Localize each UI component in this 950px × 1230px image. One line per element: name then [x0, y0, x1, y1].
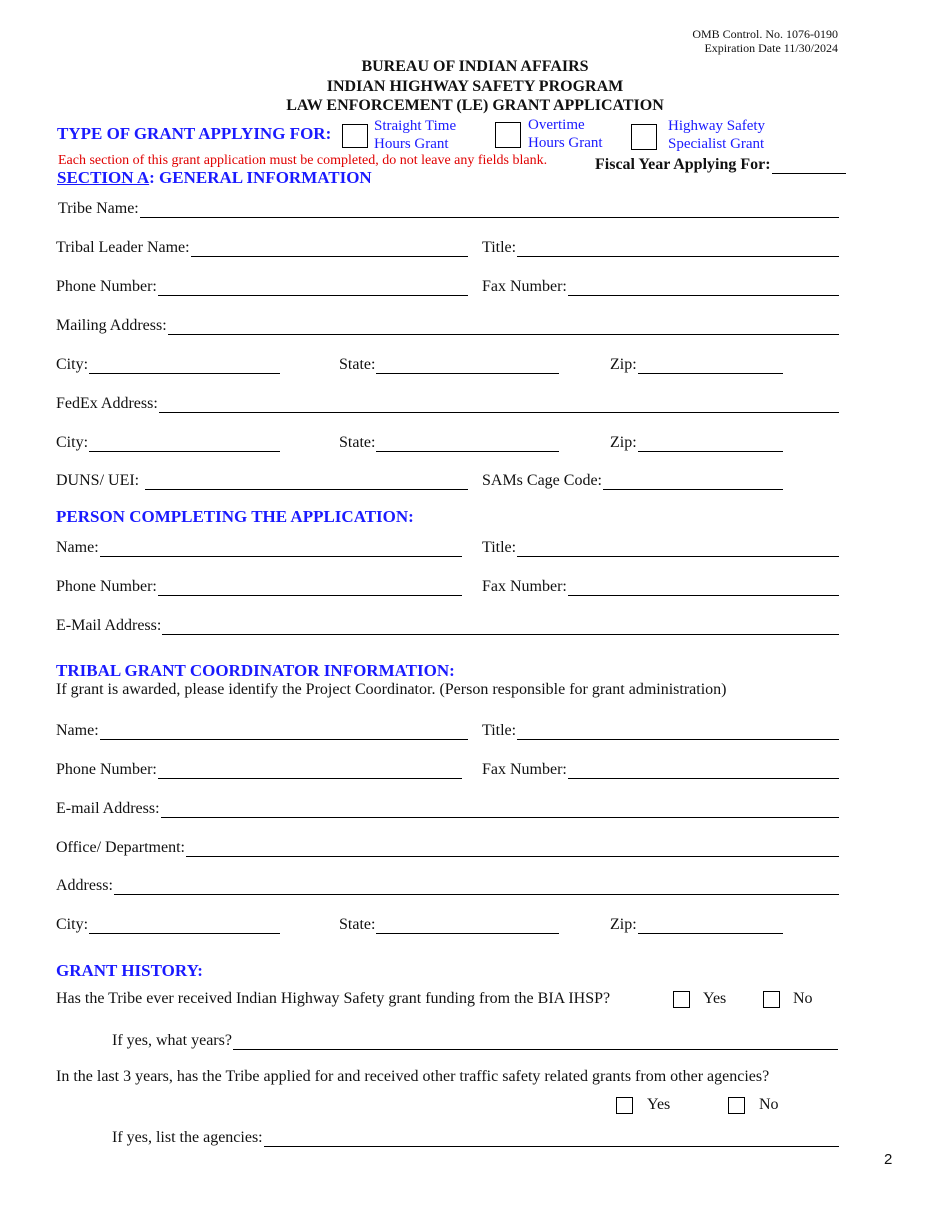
sams-cage-code-field[interactable]: [482, 468, 783, 490]
coordinator-state-input[interactable]: [376, 916, 559, 934]
completer-title-label: Title:: [482, 539, 517, 556]
coordinator-city-input[interactable]: [89, 916, 280, 934]
highway-safety-specialist-checkbox[interactable]: [631, 124, 657, 150]
q2-yes-label: Yes: [647, 1096, 671, 1113]
coordinator-zip-field[interactable]: [610, 912, 783, 934]
mailing-state-label: State:: [339, 356, 376, 373]
coordinator-title-field[interactable]: [482, 718, 839, 740]
coordinator-zip-input[interactable]: [638, 916, 783, 934]
agencies-input[interactable]: [264, 1129, 839, 1147]
coordinator-phone-field[interactable]: [56, 757, 462, 779]
completer-email-label: E-Mail Address:: [56, 617, 162, 634]
q1-yes-checkbox[interactable]: [673, 991, 690, 1008]
mailing-address-field[interactable]: [56, 313, 839, 335]
mailing-zip-input[interactable]: [638, 356, 783, 374]
coordinator-fax-field[interactable]: [482, 757, 839, 779]
coordinator-email-label: E-mail Address:: [56, 800, 160, 817]
coordinator-address-label: Address:: [56, 877, 113, 894]
agencies-label: If yes, list the agencies:: [112, 1129, 263, 1146]
coordinator-fax-label: Fax Number:: [482, 761, 567, 778]
duns-uei-field[interactable]: [56, 468, 468, 490]
duns-uei-label: DUNS/ UEI:: [56, 472, 140, 489]
fedex-city-field[interactable]: [56, 430, 280, 452]
grant-type-label: TYPE OF GRANT APPLYING FOR:: [57, 124, 332, 143]
straight-time-option-label: [374, 117, 456, 153]
coordinator-fax-input[interactable]: [568, 761, 839, 779]
fedex-state-field[interactable]: [339, 430, 559, 452]
coordinator-phone-label: Phone Number:: [56, 761, 157, 778]
tribal-leader-name-input[interactable]: [191, 239, 468, 257]
section-a-prefix: SECTION A: [57, 168, 150, 187]
duns-uei-input[interactable]: [145, 472, 468, 490]
fedex-state-label: State:: [339, 434, 376, 451]
fedex-city-label: City:: [56, 434, 89, 451]
highway-safety-line2: Specialist Grant: [668, 136, 765, 152]
funding-years-label: If yes, what years?: [112, 1032, 232, 1049]
omb-block: [692, 27, 838, 55]
coordinator-office-input[interactable]: [186, 839, 839, 857]
completer-email-field[interactable]: [56, 613, 839, 635]
tribal-leader-name-label: Tribal Leader Name:: [56, 239, 190, 256]
coordinator-office-field[interactable]: [56, 835, 839, 857]
phone-number-label: Phone Number:: [56, 278, 157, 295]
q1-no-checkbox[interactable]: [763, 991, 780, 1008]
sams-cage-code-input[interactable]: [603, 472, 783, 490]
coordinator-city-label: City:: [56, 916, 89, 933]
highway-safety-line1: Highway Safety: [668, 118, 766, 134]
q1-yes-label: Yes: [703, 990, 727, 1007]
completer-fax-input[interactable]: [568, 578, 839, 596]
q2-no-checkbox[interactable]: [728, 1097, 745, 1114]
tribal-leader-title-label: Title:: [482, 239, 517, 256]
overtime-checkbox[interactable]: [495, 122, 521, 148]
tribal-leader-title-field[interactable]: [482, 235, 839, 257]
mailing-city-label: City:: [56, 356, 89, 373]
tribe-name-input[interactable]: [140, 200, 839, 218]
person-completing-heading: PERSON COMPLETING THE APPLICATION:: [56, 507, 414, 526]
coordinator-address-field[interactable]: [56, 873, 839, 895]
grant-history-heading: GRANT HISTORY:: [56, 961, 203, 980]
page-number: 2: [884, 1151, 893, 1168]
tribal-leader-title-input[interactable]: [517, 239, 839, 257]
completer-name-field[interactable]: [56, 535, 462, 557]
q2-yes-checkbox[interactable]: [616, 1097, 633, 1114]
mailing-zip-label: Zip:: [610, 356, 637, 373]
coordinator-state-label: State:: [339, 916, 376, 933]
grant-history-question1: Has the Tribe ever received Indian Highway Safety grant funding from the BIA IHSP?: [56, 990, 611, 1007]
fedex-address-label: FedEx Address:: [56, 395, 158, 412]
fiscal-year-field[interactable]: [595, 152, 846, 174]
tribe-name-label: Tribe Name:: [58, 200, 139, 217]
mailing-state-input[interactable]: [376, 356, 559, 374]
highway-safety-option-label: [668, 117, 765, 153]
phone-number-input[interactable]: [158, 278, 468, 296]
tribe-name-field[interactable]: [58, 196, 839, 218]
completer-phone-input[interactable]: [158, 578, 462, 596]
completer-title-input[interactable]: [517, 539, 839, 557]
sams-cage-code-label: SAMs Cage Code:: [482, 472, 602, 489]
completer-fax-field[interactable]: [482, 574, 839, 596]
section-a-suffix: : GENERAL INFORMATION: [149, 168, 372, 187]
coordinator-zip-label: Zip:: [610, 916, 637, 933]
title-program: INDIAN HIGHWAY SAFETY PROGRAM: [326, 77, 624, 95]
mailing-zip-field[interactable]: [610, 352, 783, 374]
fax-number-label: Fax Number:: [482, 278, 567, 295]
q2-no-label: No: [759, 1096, 779, 1113]
overtime-line2: Hours Grant: [528, 135, 603, 151]
expiration-date: Expiration Date 11/30/2024: [704, 41, 838, 55]
coordinator-state-field[interactable]: [339, 912, 559, 934]
fiscal-year-input-line[interactable]: [772, 156, 846, 174]
mailing-address-label: Mailing Address:: [56, 317, 167, 334]
tribal-leader-name-field[interactable]: [56, 235, 468, 257]
overtime-line1: Overtime: [528, 117, 585, 133]
fedex-address-field[interactable]: [56, 391, 839, 413]
fax-number-field[interactable]: [482, 274, 839, 296]
title-bureau: BUREAU OF INDIAN AFFAIRS: [361, 58, 589, 75]
completer-fax-label: Fax Number:: [482, 578, 567, 595]
fedex-state-input[interactable]: [376, 434, 559, 452]
coordinator-title-label: Title:: [482, 722, 517, 739]
agencies-field[interactable]: [112, 1125, 839, 1147]
completer-name-label: Name:: [56, 539, 99, 556]
mailing-address-input[interactable]: [168, 317, 839, 335]
title-application: LAW ENFORCEMENT (LE) GRANT APPLICATION: [286, 97, 664, 114]
coordinator-name-field[interactable]: [56, 718, 468, 740]
coordinator-phone-input[interactable]: [158, 761, 462, 779]
funding-years-field[interactable]: [112, 1028, 838, 1050]
coordinator-email-input[interactable]: [161, 800, 839, 818]
straight-time-line1: Straight Time: [374, 118, 457, 134]
straight-time-line2: Hours Grant: [374, 136, 449, 152]
funding-years-input[interactable]: [233, 1032, 838, 1050]
coordinator-name-input[interactable]: [100, 722, 468, 740]
coordinator-title-input[interactable]: [517, 722, 839, 740]
q1-no-label: No: [793, 990, 813, 1007]
section-a-heading: [57, 168, 372, 188]
coordinator-email-field[interactable]: [56, 796, 839, 818]
phone-number-field[interactable]: [56, 274, 468, 296]
completer-title-field[interactable]: [482, 535, 839, 557]
coordinator-office-label: Office/ Department:: [56, 839, 185, 856]
coordinator-heading: TRIBAL GRANT COORDINATOR INFORMATION:: [56, 661, 455, 680]
coordinator-city-field[interactable]: [56, 912, 280, 934]
mailing-city-field[interactable]: [56, 352, 280, 374]
coordinator-name-label: Name:: [56, 722, 99, 739]
omb-control-number: OMB Control. No. 1076-0190: [692, 27, 838, 41]
fedex-address-input[interactable]: [159, 395, 839, 413]
grant-history-question2: In the last 3 years, has the Tribe applied for and received other traffic safety related grants from other agencies?: [56, 1068, 770, 1085]
mailing-state-field[interactable]: [339, 352, 559, 374]
coordinator-description: If grant is awarded, please identify the Project Coordinator. (Person responsible for grant administration): [56, 681, 727, 698]
instruction-text: Each section of this grant application must be completed, do not leave any fields blank.: [58, 153, 548, 168]
fiscal-year-label: Fiscal Year Applying For:: [595, 156, 771, 173]
fedex-zip-input[interactable]: [638, 434, 783, 452]
fedex-city-input[interactable]: [89, 434, 280, 452]
completer-phone-field[interactable]: [56, 574, 462, 596]
completer-phone-label: Phone Number:: [56, 578, 157, 595]
completer-email-input[interactable]: [162, 617, 839, 635]
overtime-option-label: [528, 116, 603, 152]
fedex-zip-field[interactable]: [610, 430, 783, 452]
mailing-city-input[interactable]: [89, 356, 280, 374]
fax-number-input[interactable]: [568, 278, 839, 296]
straight-time-checkbox[interactable]: [342, 124, 368, 148]
fedex-zip-label: Zip:: [610, 434, 637, 451]
coordinator-address-input[interactable]: [114, 877, 839, 895]
completer-name-input[interactable]: [100, 539, 462, 557]
form-title: [0, 57, 950, 116]
